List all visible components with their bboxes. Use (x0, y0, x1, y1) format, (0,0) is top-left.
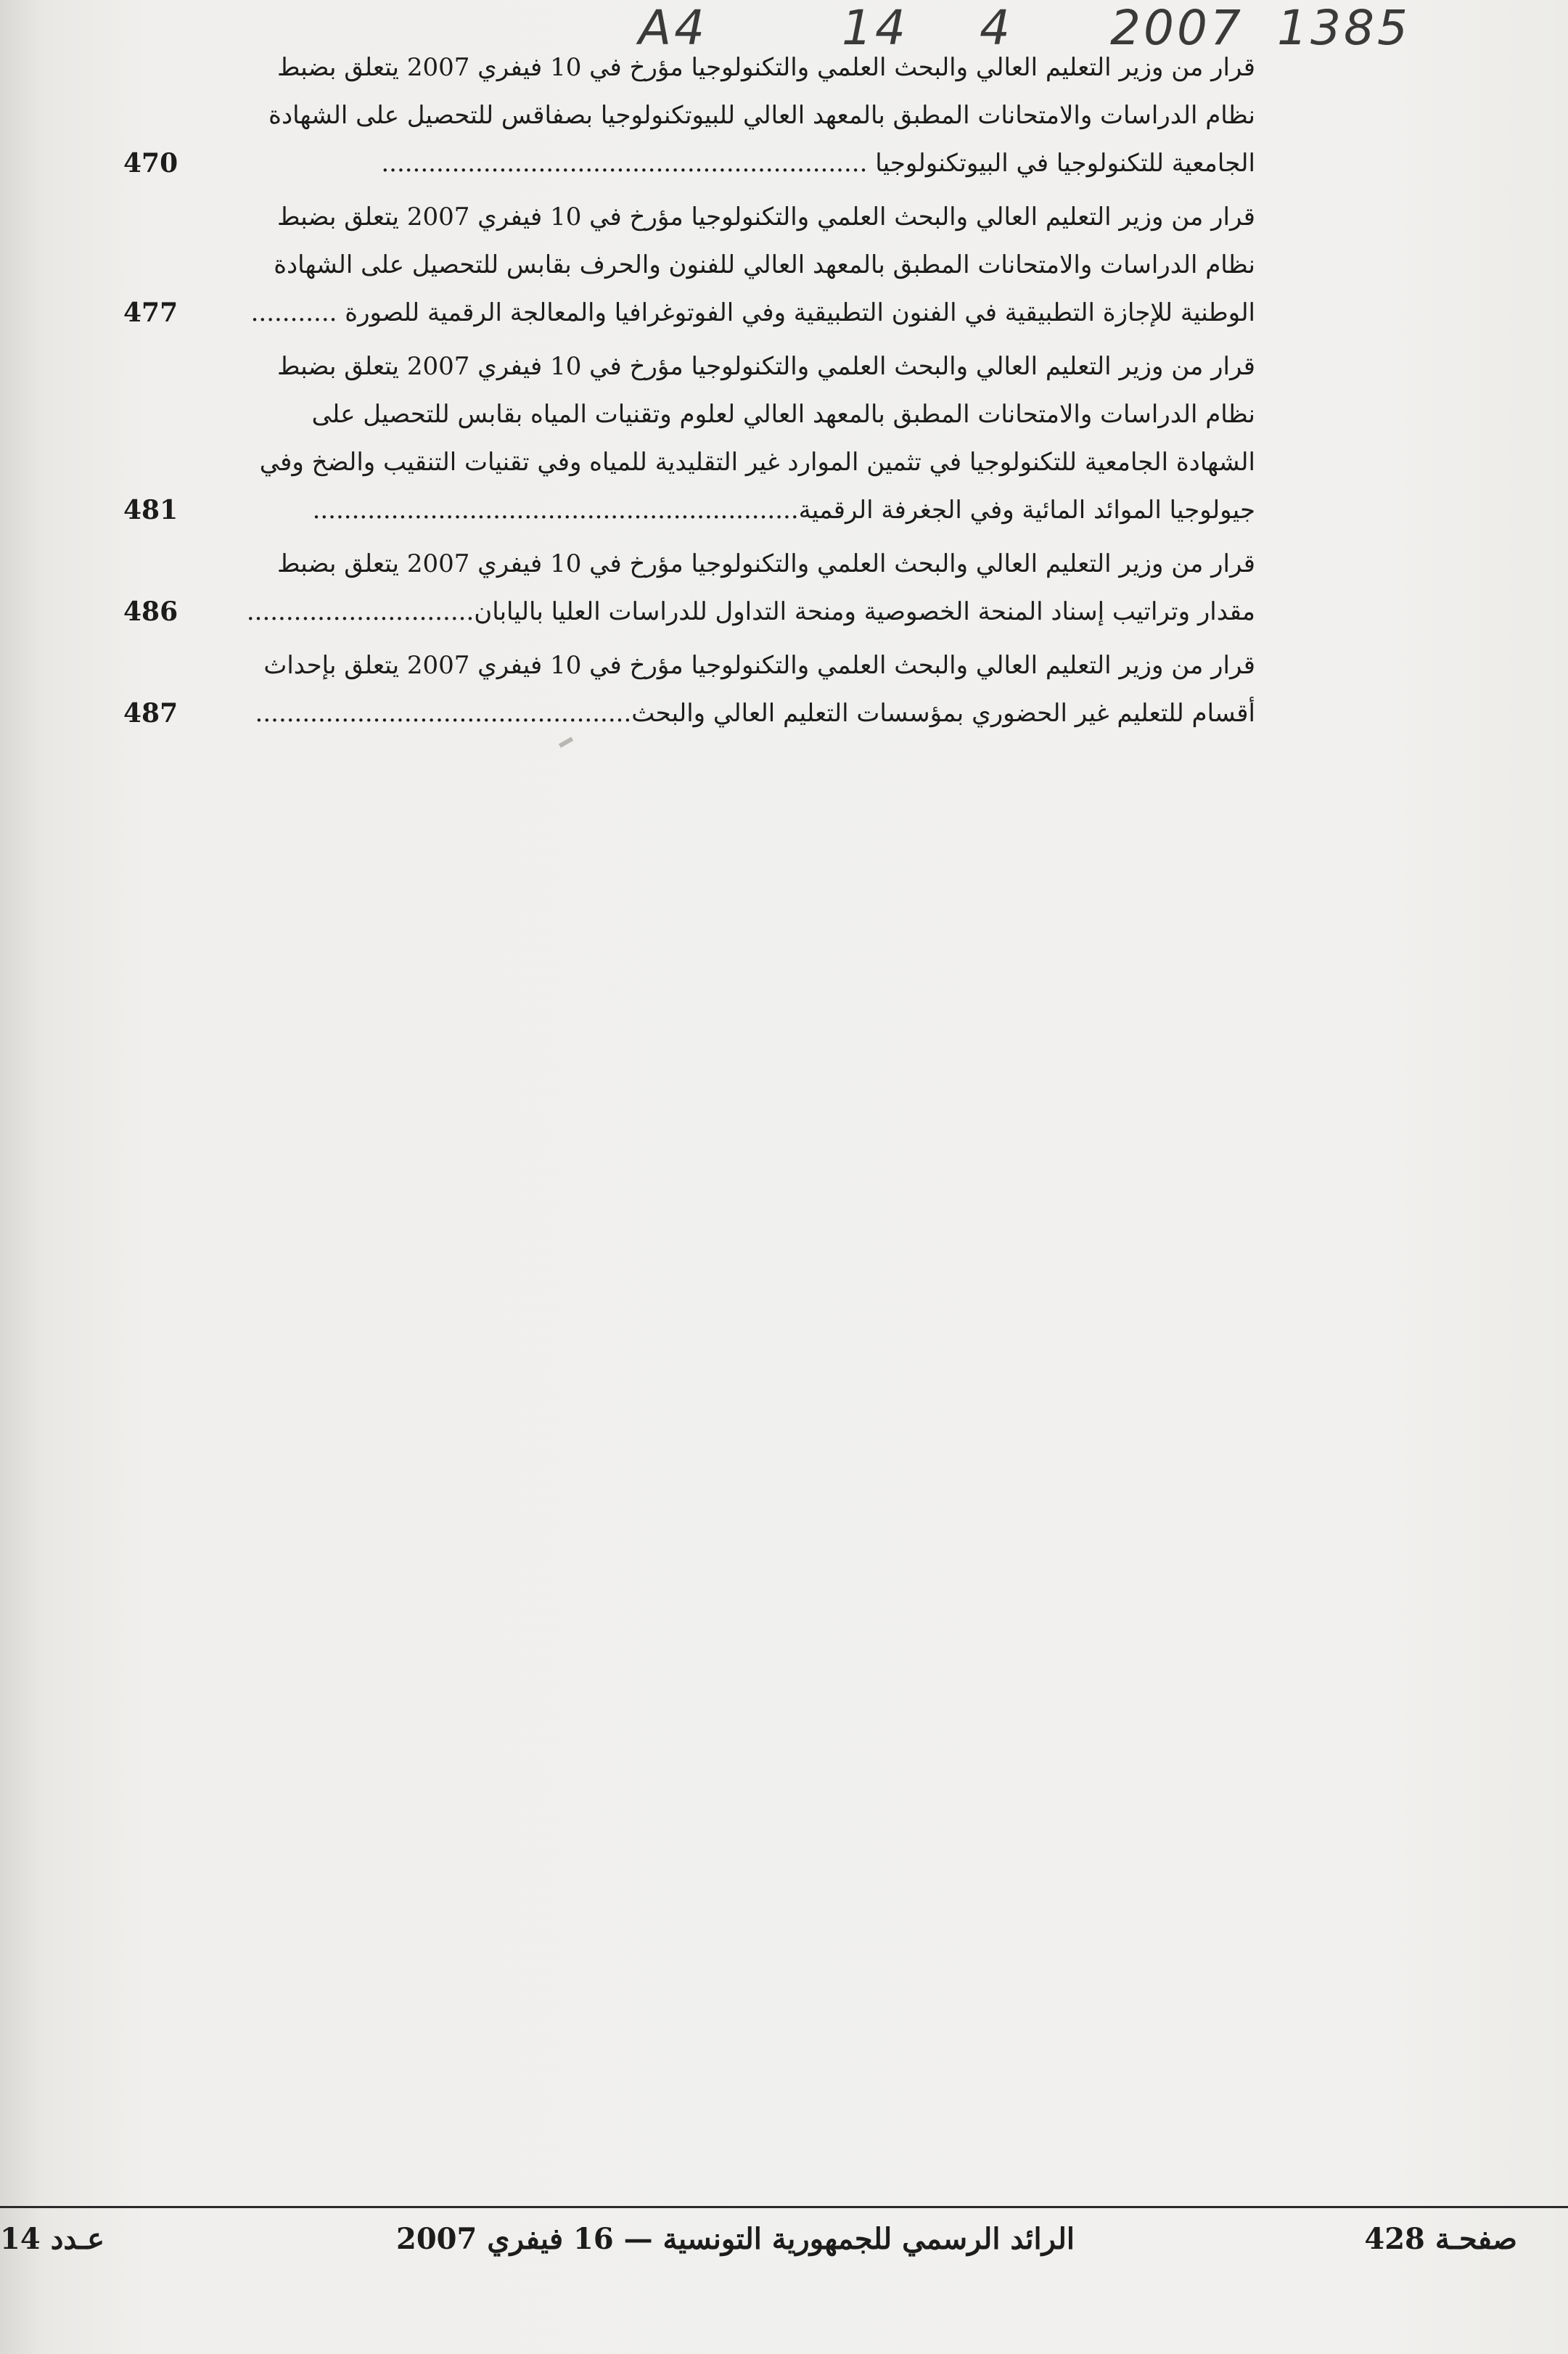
entry-text (232, 193, 1255, 337)
toc-entry (123, 343, 1255, 534)
handwritten-day: 14 (842, 0, 908, 56)
page-footer (0, 2222, 1568, 2280)
footer-page-number: صفحـة 428 (1364, 2222, 1517, 2256)
entry-line: قرار من وزير التعليم العالي والبحث العلمي والتكنولوجيا مؤرخ في 10 فيفري 2007 يتعلق بإحداث (263, 651, 1255, 680)
entry-text (232, 540, 1255, 636)
toc-entry (123, 540, 1255, 636)
entry-line: نظام الدراسات والامتحانات المطبق بالمعهد العالي لعلوم وتقنيات المياه بقابس للتحصيل على (311, 400, 1255, 429)
footer-publication-title: الرائد الرسمي للجمهورية التونسية — 16 فيفري 2007 (396, 2222, 1075, 2256)
entry-page-number: 470 (123, 148, 178, 179)
table-of-contents (123, 44, 1255, 743)
entry-line: قرار من وزير التعليم العالي والبحث العلمي والتكنولوجيا مؤرخ في 10 فيفري 2007 يتعلق بضبط (277, 352, 1255, 381)
entry-line: الشهادة الجامعية للتكنولوجيا في تثمين الموارد غير التقليدية للمياه وفي تقنيات التنقيب والضخ وفي (259, 448, 1255, 477)
toc-entry (123, 193, 1255, 337)
entry-text (232, 343, 1255, 534)
entry-line: الوطنية للإجازة التطبيقية في الفنون التطبيقية وفي الفوتوغرافيا والمعالجة الرقمية للصورة ........... (250, 298, 1255, 327)
toc-entry (123, 44, 1255, 187)
entry-line: مقدار وتراتيب إسناد المنحة الخصوصية ومنحة التداول للدراسات العليا باليابان............................. (246, 597, 1255, 626)
entry-line: أقسام للتعليم غير الحضوري بمؤسسات التعليم العالي والبحث................................................ (255, 699, 1255, 728)
entry-line: الجامعية للتكنولوجيا في البيوتكنولوجيا .............................................................. (381, 149, 1255, 178)
entry-text (232, 44, 1255, 187)
entry-page-number: 486 (123, 596, 178, 627)
handwritten-reference: 1385 (1277, 0, 1411, 56)
handwritten-year: 2007 (1110, 0, 1244, 56)
entry-text (232, 641, 1255, 737)
entry-line: قرار من وزير التعليم العالي والبحث العلمي والتكنولوجيا مؤرخ في 10 فيفري 2007 يتعلق بضبط (277, 549, 1255, 578)
entry-line: قرار من وزير التعليم العالي والبحث العلمي والتكنولوجيا مؤرخ في 10 فيفري 2007 يتعلق بضبط (277, 202, 1255, 231)
entry-page-number: 481 (123, 495, 178, 525)
entry-line: نظام الدراسات والامتحانات المطبق بالمعهد العالي للبيوتكنولوجيا بصفاقس للتحصيل على الشهادة (268, 101, 1255, 130)
entry-page-number: 487 (123, 698, 178, 729)
entry-page-number: 477 (123, 298, 178, 328)
footer-divider (0, 2206, 1568, 2208)
toc-entry (123, 641, 1255, 737)
entry-line: نظام الدراسات والامتحانات المطبق بالمعهد العالي للفنون والحرف بقابس للتحصيل على الشهادة (274, 250, 1255, 279)
entry-line: قرار من وزير التعليم العالي والبحث العلمي والتكنولوجيا مؤرخ في 10 فيفري 2007 يتعلق بضبط (277, 53, 1255, 82)
footer-issue-number: عـدد 14 (0, 2222, 104, 2256)
handwritten-month: 4 (980, 0, 1013, 56)
handwritten-paper-size: A4 (639, 0, 708, 56)
entry-line: جيولوجيا الموائد المائية وفي الجغرفة الرقمية.............................................................. (312, 496, 1255, 525)
